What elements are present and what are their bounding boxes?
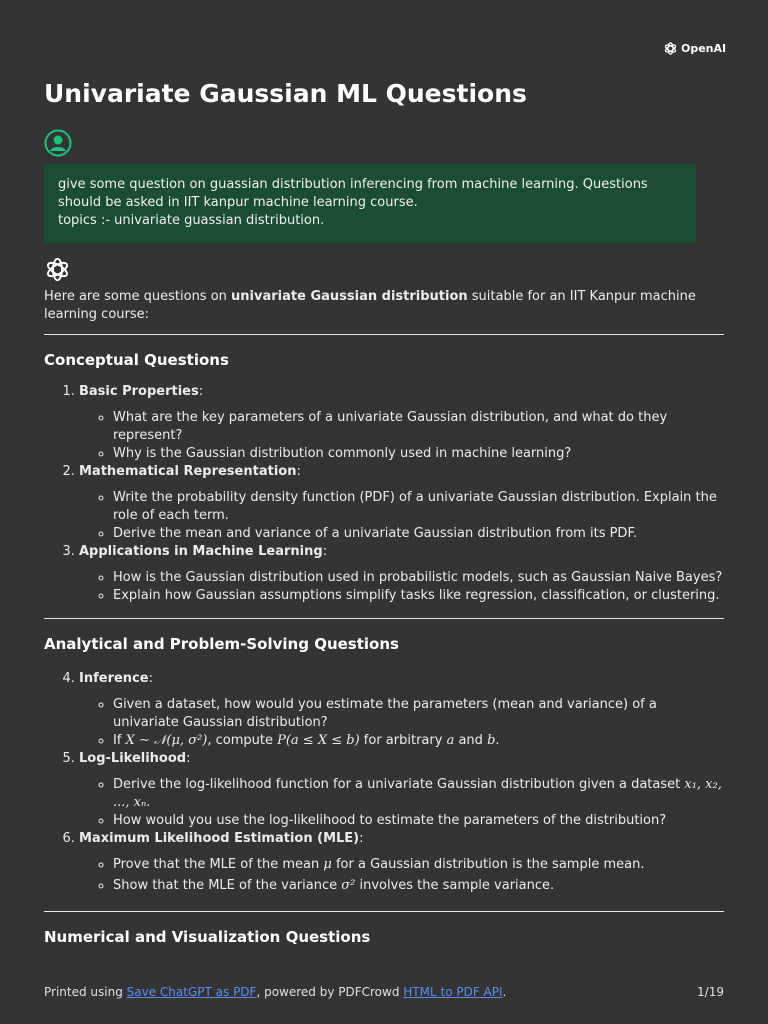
bullet: ◦ Write the probability density function (PDF) of a univariate Gaussian distribution. Explain the role of each term. bbox=[113, 489, 724, 525]
footer-text: . bbox=[502, 985, 507, 999]
list-item: 1. Basic Properties: ◦ What are the key parameters of a univariate Gaussian distribution, and what do they represent? ◦ Why is the Gaussian distribution commonly used in machine learning? bbox=[79, 383, 724, 463]
math: P(a ≤ X ≤ b) bbox=[277, 733, 360, 748]
page-title: Univariate Gaussian ML Questions bbox=[44, 79, 527, 108]
page-number: 1/19 bbox=[697, 985, 724, 999]
user-message-line: topics :- univariate guassian distribution. bbox=[58, 213, 325, 228]
section-heading-conceptual: Conceptual Questions bbox=[44, 351, 229, 369]
bullet: ◦ What are the key parameters of a univariate Gaussian distribution, and what do they represent? bbox=[113, 409, 724, 445]
text: for arbitrary bbox=[359, 733, 447, 748]
item-title: Maximum Likelihood Estimation (MLE) bbox=[79, 831, 360, 846]
item-title: Basic Properties bbox=[79, 384, 199, 399]
bullet: ◦ Derive the mean and variance of a univariate Gaussian distribution from its PDF. bbox=[113, 525, 724, 543]
math: σ² bbox=[341, 878, 356, 893]
footer-text: , powered by PDFCrowd bbox=[256, 985, 404, 999]
text: Show that the MLE of the variance bbox=[113, 878, 342, 893]
chatgpt-icon bbox=[44, 256, 71, 283]
bullet: ◦ Why is the Gaussian distribution commonly used in machine learning? bbox=[113, 445, 724, 463]
list-item: 5. Log-Likelihood: ◦ Derive the log-likelihood function for a univariate Gaussian distribution given a dataset x₁, x₂, ..., xₙ. ◦ How would you use the log-likelihood to estimate the parameters of the distribution? bbox=[79, 750, 724, 830]
item-title: Applications in Machine Learning bbox=[79, 544, 323, 559]
list-item: 3. Applications in Machine Learning: ◦ How is the Gaussian distribution used in probabilistic models, such as Gaussian Naive Bayes? ◦ Explain how Gaussian assumptions simplify tasks like regression, classification, or clustering. bbox=[79, 543, 724, 605]
text: . bbox=[146, 795, 151, 810]
divider bbox=[44, 334, 724, 335]
text: . bbox=[495, 733, 500, 748]
item-title: Inference bbox=[79, 671, 149, 686]
conceptual-list bbox=[44, 383, 724, 605]
openai-brand bbox=[663, 41, 726, 56]
bullet: ◦ Given a dataset, how would you estimate the parameters (mean and variance) of a univariate Gaussian distribution? bbox=[113, 696, 724, 732]
footer-credits bbox=[44, 985, 506, 999]
user-message bbox=[44, 164, 696, 243]
bullet bbox=[113, 732, 724, 750]
bullet: ◦ How is the Gaussian distribution used in probabilistic models, such as Gaussian Naive Bayes? bbox=[113, 569, 724, 587]
intro-text: suitable for an IIT Kanpur machine learning course: bbox=[44, 289, 696, 322]
text: involves the sample variance. bbox=[355, 878, 555, 893]
sub-list bbox=[79, 569, 724, 605]
sub-list bbox=[79, 776, 724, 830]
section-heading-analytical: Analytical and Problem-Solving Questions bbox=[44, 635, 399, 653]
math: b bbox=[487, 733, 496, 748]
sub-list bbox=[79, 696, 724, 750]
section-heading-numerical: Numerical and Visualization Questions bbox=[44, 928, 371, 946]
footer-text: Printed using bbox=[44, 985, 127, 999]
math: X ∼ 𝒩(μ, σ²) bbox=[125, 733, 208, 748]
save-chatgpt-pdf-link[interactable]: Save ChatGPT as PDF bbox=[126, 985, 257, 999]
bullet: ◦ Explain how Gaussian assumptions simplify tasks like regression, classification, or clustering. bbox=[113, 587, 724, 605]
bullet bbox=[113, 856, 724, 874]
list-item: 6. Maximum Likelihood Estimation (MLE): ◦ Prove that the MLE of the mean μ for a Gaussian distribution is the sample mean. ◦ Show that the MLE of the variance σ² involves the sample variance. bbox=[79, 830, 724, 895]
item-title: Mathematical Representation bbox=[79, 464, 297, 479]
math: a bbox=[446, 733, 455, 748]
analytical-list bbox=[44, 670, 724, 895]
sub-list bbox=[79, 856, 724, 895]
text: If bbox=[113, 733, 126, 748]
user-message-line: give some question on guassian distribution inferencing from machine learning. Questions should be asked in IIT kanpur machine learning course. bbox=[58, 177, 648, 210]
list-item: 4. Inference: ◦ Given a dataset, how would you estimate the parameters (mean and variance) of a univariate Gaussian distribution? ◦ If X ∼ 𝒩(μ, σ²), compute P(a ≤ X ≤ b) for arbitrary a and b. bbox=[79, 670, 724, 750]
intro-text: Here are some questions on bbox=[44, 289, 232, 304]
page-footer bbox=[44, 985, 724, 999]
openai-logo-icon bbox=[663, 41, 678, 56]
user-avatar-icon bbox=[44, 129, 72, 157]
brand-name: OpenAI bbox=[681, 42, 727, 55]
intro-bold: univariate Gaussian distribution bbox=[231, 289, 468, 304]
text: , compute bbox=[207, 733, 278, 748]
assistant-response bbox=[44, 288, 724, 946]
bullet bbox=[113, 877, 724, 895]
bullet bbox=[113, 776, 724, 812]
math: x₁, x₂, ..., xₙ bbox=[113, 777, 722, 810]
bullet: ◦ How would you use the log-likelihood to estimate the parameters of the distribution? bbox=[113, 812, 724, 830]
text: Prove that the MLE of the mean bbox=[113, 857, 324, 872]
text: Derive the log-likelihood function for a univariate Gaussian distribution given a dataset bbox=[113, 777, 685, 792]
intro-paragraph bbox=[44, 288, 724, 324]
sub-list bbox=[79, 409, 724, 463]
list-item: 2. Mathematical Representation: ◦ Write the probability density function (PDF) of a univariate Gaussian distribution. Explain the role of each term. ◦ Derive the mean and variance of a univariate Gaussian distribution from its PDF. bbox=[79, 463, 724, 543]
divider bbox=[44, 911, 724, 912]
text: for a Gaussian distribution is the sample mean. bbox=[331, 857, 645, 872]
text: and bbox=[454, 733, 488, 748]
html-to-pdf-api-link[interactable]: HTML to PDF API bbox=[403, 985, 503, 999]
math: μ bbox=[323, 857, 332, 872]
sub-list bbox=[79, 489, 724, 543]
item-title: Log-Likelihood bbox=[79, 751, 187, 766]
divider bbox=[44, 618, 724, 619]
